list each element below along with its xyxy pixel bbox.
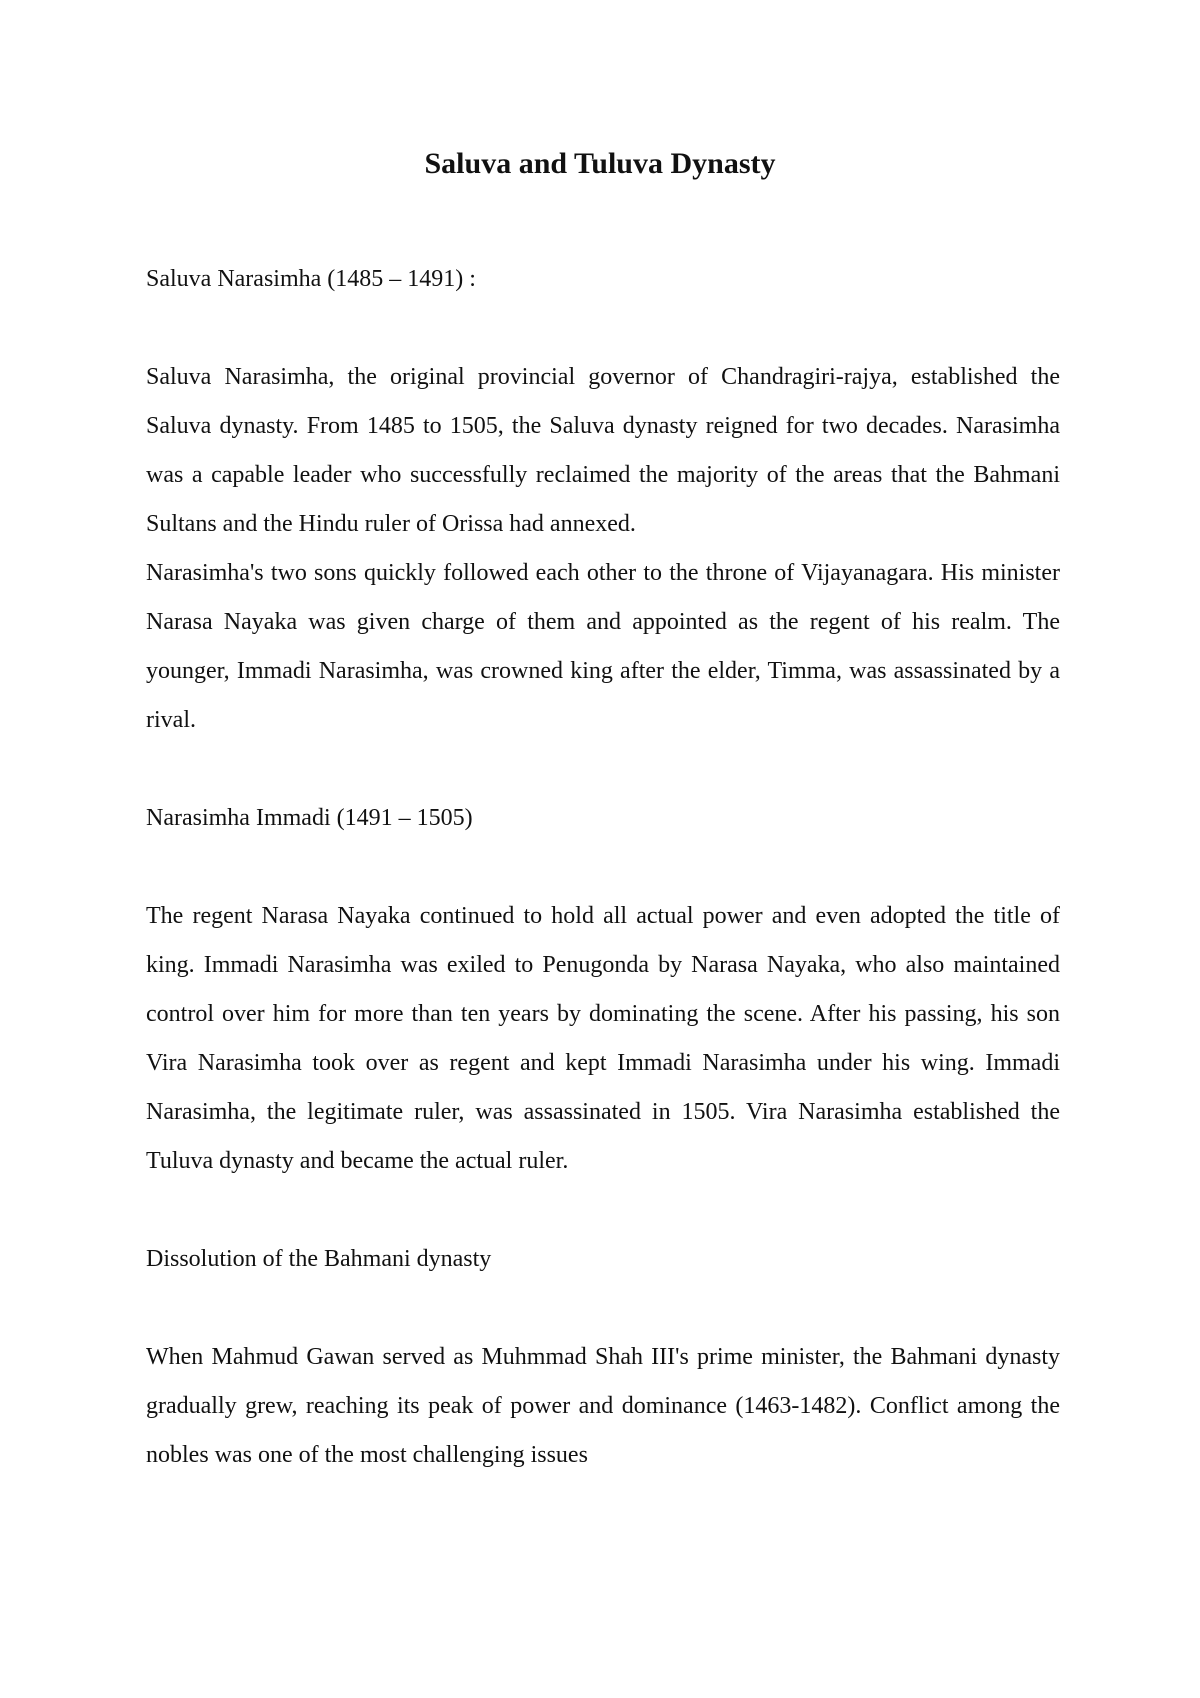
paragraph: The regent Narasa Nayaka continued to hold all actual power and even adopted the title of king. Immadi Narasimha was exiled to Penugonda by Narasa Nayaka, who also maintained control over him for more than ten years by dominating the scene. After his passing, his son Vira Narasimha took over as regent and kept Immadi Narasimha under his wing. Immadi Narasimha, the legitimate ruler, was assassinated in 1505. Vira Narasimha established the Tuluva dynasty and became the actual ruler. <box>146 903 1060 1174</box>
paragraph-spacer <box>146 304 1060 353</box>
paragraph-spacer <box>146 843 1060 892</box>
paragraph-spacer <box>146 1284 1060 1333</box>
section-bahmani-dissolution <box>146 1235 1060 1480</box>
document-title: Saluva and Tuluva Dynasty <box>424 147 776 180</box>
section-spacer <box>146 745 1060 794</box>
document-body <box>146 255 1060 1480</box>
section-heading: Narasimha Immadi (1491 – 1505) <box>146 805 473 831</box>
section-narasimha-immadi <box>146 794 1060 1186</box>
section-heading: Dissolution of the Bahmani dynasty <box>146 1246 492 1272</box>
section-spacer <box>146 1186 1060 1235</box>
paragraph: When Mahmud Gawan served as Muhmmad Shah III's prime minister, the Bahmani dynasty gradually grew, reaching its peak of power and dominance (1463-1482). Conflict among the nobles was one of the most challenging issues <box>146 1344 1060 1468</box>
section-saluva-narasimha <box>146 255 1060 745</box>
paragraph: Narasimha's two sons quickly followed each other to the throne of Vijayanagara. His minister Narasa Nayaka was given charge of them and appointed as the regent of his realm. The younger, Immadi Narasimha, was crowned king after the elder, Timma, was assassinated by a rival. <box>146 560 1060 733</box>
paragraph: Saluva Narasimha, the original provincial governor of Chandragiri-rajya, established the Saluva dynasty. From 1485 to 1505, the Saluva dynasty reigned for two decades. Narasimha was a capable leader who successfully reclaimed the majority of the areas that the Bahmani Sultans and the Hindu ruler of Orissa had annexed. <box>146 364 1060 537</box>
section-heading: Saluva Narasimha (1485 – 1491) : <box>146 266 476 292</box>
